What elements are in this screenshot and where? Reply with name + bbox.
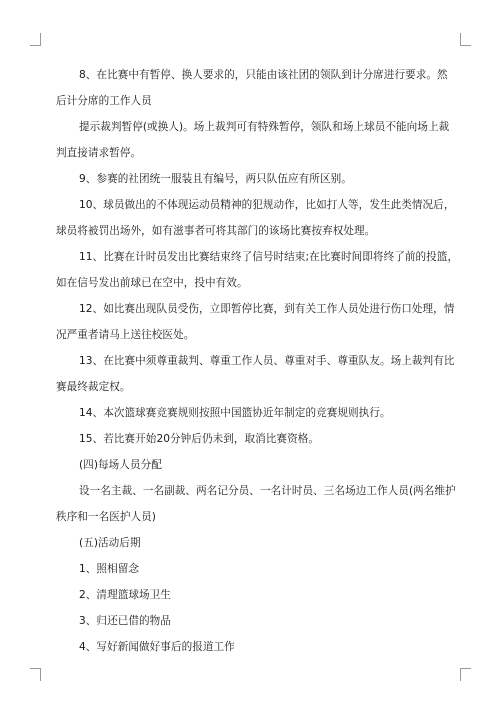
section-4-heading: (四)每场人员分配 — [79, 459, 162, 471]
crop-mark-top-right — [460, 33, 471, 46]
rule-14: 14、本次篮球赛竞赛规则按照中国篮协近年制定的竞赛规则执行。 — [79, 407, 391, 419]
rule-12-line-2: 况严重者请马上送往校医处。 — [56, 329, 195, 341]
rule-8-line-1: 8、在比赛中有暂停、换人要求的，只能由该社团的领队到计分席进行要求。然 — [79, 69, 448, 81]
post-activity-item-2: 2、清理篮球场卫生 — [79, 589, 171, 601]
rule-10-line-2: 球员将被罚出场外，如有滋事者可将其部门的该场比赛按弃权处理。 — [56, 225, 376, 237]
rule-12-line-1: 12、如比赛出现队员受伤，立即暂停比赛，到有关工作人员处进行伤口处理，情 — [79, 303, 455, 315]
rule-15: 15、若比赛开始20分钟后仍未到，取消比赛资格。 — [79, 433, 320, 445]
rule-13-line-1: 13、在比赛中须尊重裁判、尊重工作人员、尊重对手、尊重队友。场上裁判有比 — [79, 355, 455, 367]
post-activity-item-3: 3、归还已借的物品 — [79, 615, 171, 627]
rule-9: 9、参赛的社团统一服装且有编号，两只队伍应有所区别。 — [79, 173, 352, 185]
rule-8-line-2: 后计分席的工作人员 — [56, 95, 152, 107]
section-5-heading: (五)活动后期 — [79, 537, 141, 549]
staffing-line-1: 设一名主裁、一名副裁、两名记分员、一名计时员、三名场边工作人员(两名维护 — [79, 485, 456, 497]
staffing-line-2: 秩序和一名医护人员) — [56, 511, 156, 523]
rule-11-line-1: 11、比赛在计时员发出比赛结束终了信号时结束;在比赛时间即将终了前的投篮， — [79, 251, 459, 263]
rule-13-line-2: 赛最终裁定权。 — [56, 381, 131, 393]
post-activity-item-1: 1、照相留念 — [79, 563, 140, 575]
crop-mark-bottom-left — [30, 668, 41, 681]
rule-11-line-2: 如在信号发出前球已在空中，投中有效。 — [56, 277, 248, 289]
post-activity-item-4: 4、写好新闻做好事后的报道工作 — [79, 641, 235, 653]
rule-8-line-3: 提示裁判暂停(或换人)。场上裁判可有特殊暂停，领队和场上球员不能向场上裁 — [79, 121, 450, 133]
crop-mark-bottom-right — [460, 668, 471, 681]
crop-mark-top-left — [30, 33, 41, 46]
rule-10-line-1: 10、球员做出的不体现运动员精神的犯规动作，比如打人等，发生此类情况后， — [79, 199, 455, 211]
rule-8-line-4: 判直接请求暂停。 — [56, 147, 142, 159]
